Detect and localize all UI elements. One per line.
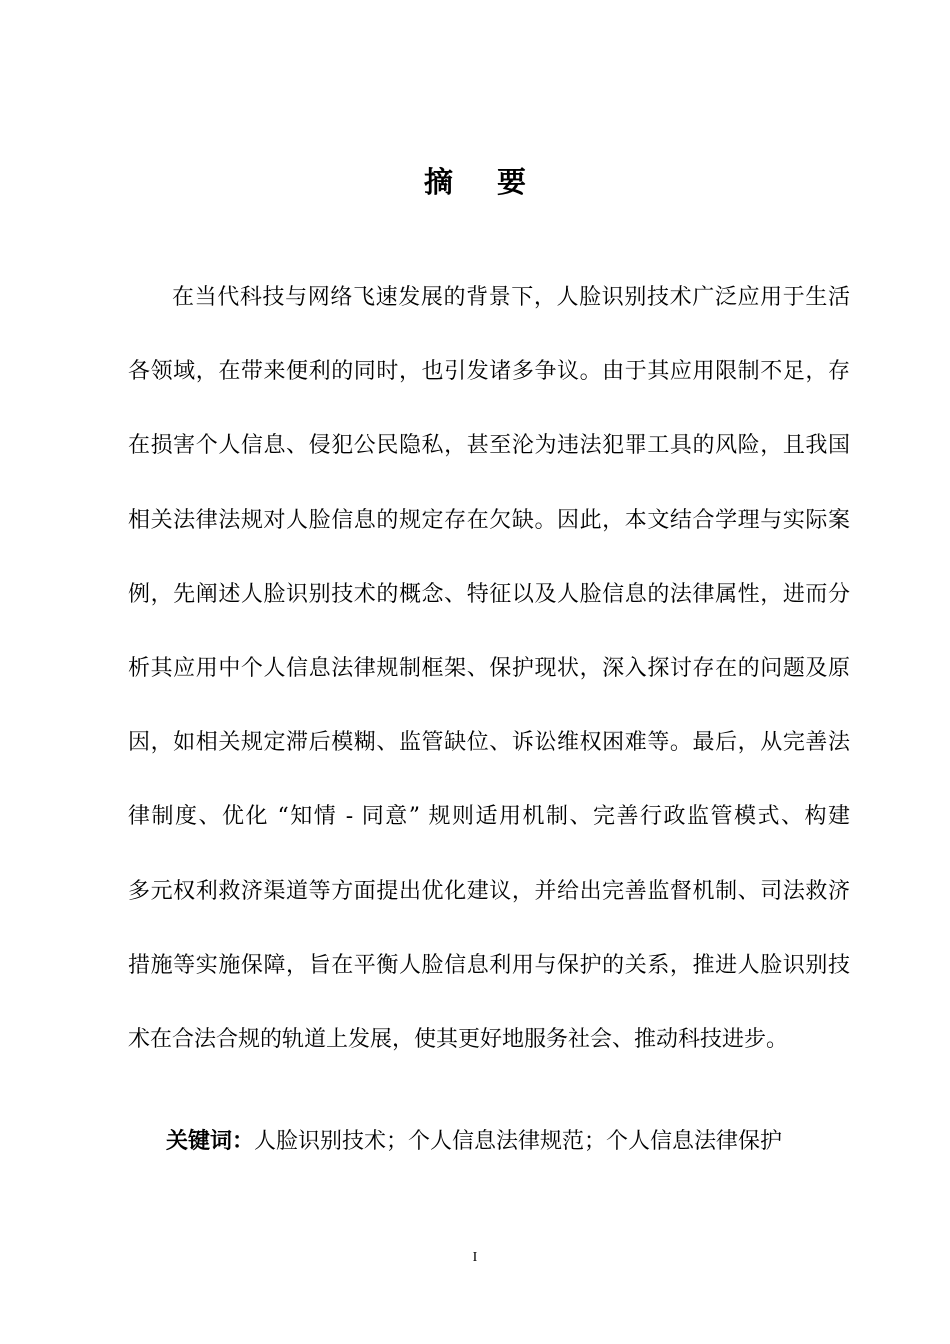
keywords-value: 人脸识别技术；个人信息法律规范；个人信息法律保护 — [254, 1129, 783, 1154]
abstract-body — [128, 276, 850, 1092]
abstract-title-char-2: 要 — [497, 165, 527, 199]
abstract-line: 在损害个人信息、侵犯公民隐私，甚至沦为违法犯罪工具的风险，且我国 — [128, 433, 850, 459]
abstract-line: 在当代科技与网络飞速发展的背景下，人脸识别技术广泛应用于生活 — [172, 285, 850, 310]
abstract-line: 因，如相关规定滞后模糊、监管缺位、诉讼维权困难等。最后，从完善法 — [128, 730, 850, 756]
abstract-line: 术在合法合规的轨道上发展，使其更好地服务社会、推动科技进步。 — [128, 1026, 789, 1052]
abstract-line: 措施等实施保障，旨在平衡人脸信息利用与保护的关系，推进人脸识别技 — [128, 952, 850, 978]
abstract-line: 相关法律法规对人脸信息的规定存在欠缺。因此，本文结合学理与实际案 — [128, 507, 850, 533]
abstract-line: 析其应用中个人信息法律规制框架、保护现状，深入探讨存在的问题及原 — [128, 655, 850, 681]
abstract-line: 各领域，在带来便利的同时，也引发诸多争议。由于其应用限制不足，存 — [128, 359, 850, 385]
keywords-label: 关键词： — [166, 1129, 255, 1154]
abstract-title — [0, 160, 950, 201]
page-number: I — [472, 1250, 478, 1265]
abstract-title-char-1: 摘 — [423, 165, 453, 199]
abstract-line: 多元权利救济渠道等方面提出优化建议，并给出完善监督机制、司法救济 — [128, 878, 850, 904]
abstract-line: 律制度、优化 “知情 - 同意” 规则适用机制、完善行政监管模式、构建 — [128, 804, 850, 830]
abstract-line: 例，先阐述人脸识别技术的概念、特征以及人脸信息的法律属性，进而分 — [128, 581, 850, 607]
keywords — [166, 1120, 782, 1164]
